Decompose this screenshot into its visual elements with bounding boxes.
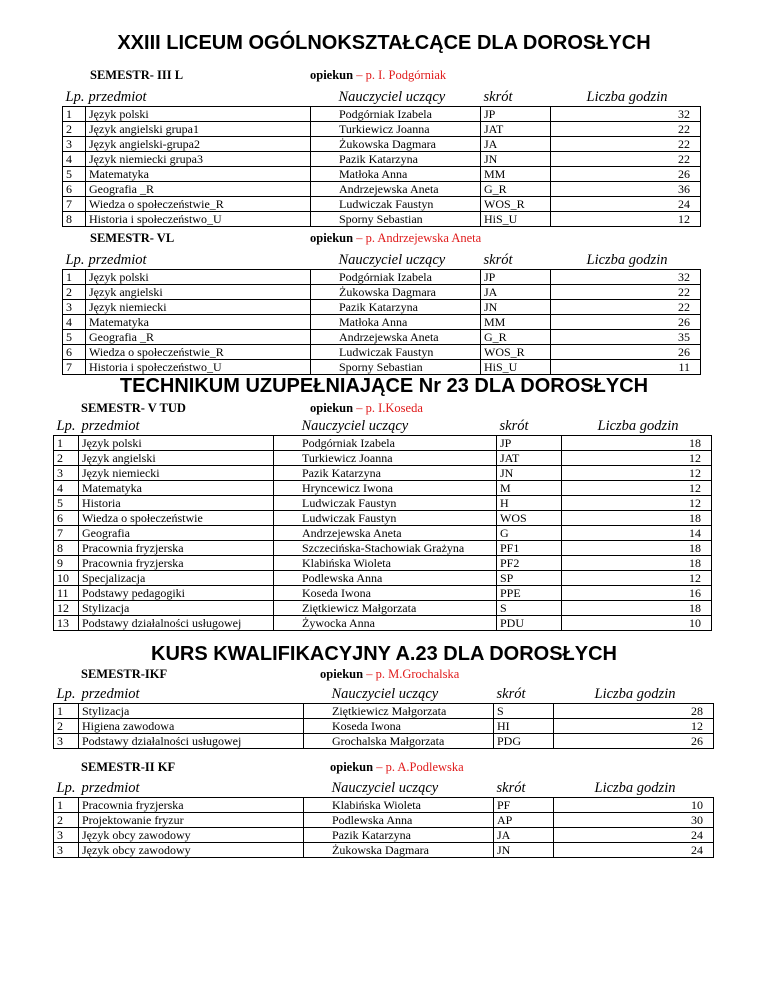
row-nauczyciel: Żukowska Dagmara (311, 137, 481, 152)
row-nauczyciel: Hryncewicz Iwona (274, 481, 497, 496)
row-lp: 1 (63, 107, 86, 122)
row-godziny: 18 (562, 541, 712, 556)
row-lp: 1 (54, 704, 79, 719)
row-lp: 7 (54, 526, 79, 541)
row-lp: 1 (63, 270, 86, 285)
table-row (63, 315, 701, 330)
col-skrot-header: skrót (496, 780, 526, 796)
schedule-table (53, 413, 712, 631)
row-nauczyciel: Pazik Katarzyna (311, 300, 481, 315)
row-godziny: 28 (554, 704, 714, 719)
table-row (63, 270, 701, 285)
opiekun-label: opiekun (310, 231, 357, 245)
row-godziny: 18 (562, 556, 712, 571)
row-lp: 2 (63, 285, 86, 300)
table-header-row (54, 681, 714, 704)
opiekun-label: opiekun (310, 68, 357, 82)
row-przedmiot: Wiedza o społeczeństwie_R (86, 197, 311, 212)
col-godziny-header: Liczba godzin (586, 89, 668, 105)
row-lp: 7 (63, 197, 86, 212)
table-header-row (54, 775, 714, 798)
table-row (54, 451, 712, 466)
row-lp: 2 (54, 719, 79, 734)
table-row (54, 466, 712, 481)
schedule-table (62, 247, 701, 375)
row-godziny: 35 (551, 330, 701, 345)
row-godziny: 26 (551, 167, 701, 182)
row-godziny: 36 (551, 182, 701, 197)
table-row (63, 197, 701, 212)
row-godziny: 18 (562, 436, 712, 451)
col-lp-header: Lp. (56, 418, 76, 434)
row-nauczyciel: Matłoka Anna (311, 315, 481, 330)
row-skrot: JN (494, 843, 554, 858)
row-przedmiot: Język polski (86, 270, 311, 285)
row-skrot: PDG (494, 734, 554, 749)
row-przedmiot: Podstawy działalności usługowej (79, 734, 304, 749)
row-lp: 6 (63, 345, 86, 360)
col-nauczyciel-header: Nauczyciel uczący (301, 418, 409, 434)
table-row (54, 526, 712, 541)
col-lp-header: Lp. (65, 252, 85, 268)
row-skrot: S (497, 601, 562, 616)
row-lp: 3 (54, 734, 79, 749)
row-nauczyciel: Sporny Sebastian (311, 360, 481, 375)
row-nauczyciel: Sporny Sebastian (311, 212, 481, 227)
row-godziny: 24 (551, 197, 701, 212)
row-skrot: PPE (497, 586, 562, 601)
opiekun-line (310, 231, 481, 246)
semester-label: SEMESTR- VL (90, 231, 175, 245)
table-header-row (63, 247, 701, 270)
row-lp: 3 (54, 828, 79, 843)
table-row (54, 556, 712, 571)
col-skrot-header: skrót (483, 252, 513, 268)
col-skrot-header: skrót (499, 418, 529, 434)
row-nauczyciel: Podlewska Anna (274, 571, 497, 586)
opiekun-name: – p. I. Podgórniak (356, 68, 447, 82)
row-nauczyciel: Klabińska Wioleta (304, 798, 494, 813)
row-przedmiot: Wiedza o społeczeństwie_R (86, 345, 311, 360)
row-godziny: 32 (551, 270, 701, 285)
row-skrot: JA (481, 285, 551, 300)
row-skrot: MM (481, 315, 551, 330)
row-przedmiot: Pracownia fryzjerska (79, 798, 304, 813)
row-nauczyciel: Podgórniak Izabela (311, 107, 481, 122)
row-godziny: 22 (551, 152, 701, 167)
col-skrot-header: skrót (483, 89, 513, 105)
row-skrot: JN (481, 300, 551, 315)
row-lp: 9 (54, 556, 79, 571)
col-nauczyciel-header: Nauczyciel uczący (331, 686, 439, 702)
opiekun-name: – p. M.Grochalska (366, 667, 460, 681)
table-row (54, 586, 712, 601)
row-lp: 5 (63, 330, 86, 345)
row-nauczyciel: Ludwiczak Faustyn (311, 345, 481, 360)
row-lp: 3 (54, 466, 79, 481)
heading-kurs: KURS KWALIFIKACYJNY A.23 DLA DOROSŁYCH (151, 643, 617, 665)
row-lp: 8 (63, 212, 86, 227)
row-skrot: JN (497, 466, 562, 481)
row-godziny: 12 (562, 496, 712, 511)
row-skrot: MM (481, 167, 551, 182)
row-lp: 6 (54, 511, 79, 526)
row-nauczyciel: Pazik Katarzyna (304, 828, 494, 843)
row-lp: 4 (63, 315, 86, 330)
table-row (63, 167, 701, 182)
row-godziny: 24 (554, 843, 714, 858)
row-godziny: 18 (562, 601, 712, 616)
table-row (63, 212, 701, 227)
row-skrot: JN (481, 152, 551, 167)
schedule-table (62, 84, 701, 227)
table-row (54, 798, 714, 813)
table-row (63, 300, 701, 315)
row-przedmiot: Język niemiecki (79, 466, 274, 481)
opiekun-label: opiekun (310, 401, 357, 415)
row-lp: 2 (63, 122, 86, 137)
row-skrot: WOS_R (481, 345, 551, 360)
row-przedmiot: Język obcy zawodowy (79, 828, 304, 843)
semester-label: SEMESTR- V TUD (81, 401, 186, 415)
col-godziny-header: Liczba godzin (586, 252, 668, 268)
col-lp-header: Lp. (56, 686, 76, 702)
table-row (54, 813, 714, 828)
row-godziny: 22 (551, 285, 701, 300)
col-nauczyciel-header: Nauczyciel uczący (338, 252, 446, 268)
opiekun-name: – p. Andrzejewska Aneta (356, 231, 482, 245)
row-skrot: PF (494, 798, 554, 813)
row-lp: 12 (54, 601, 79, 616)
row-skrot: JP (481, 107, 551, 122)
col-skrot-header: skrót (496, 686, 526, 702)
schedule-table (53, 681, 714, 749)
row-przedmiot: Podstawy pedagogiki (79, 586, 274, 601)
row-godziny: 12 (562, 481, 712, 496)
row-godziny: 26 (554, 734, 714, 749)
table-row (63, 182, 701, 197)
row-lp: 3 (63, 137, 86, 152)
row-nauczyciel: Żywocka Anna (274, 616, 497, 631)
row-przedmiot: Matematyka (86, 315, 311, 330)
row-przedmiot: Projektowanie fryzur (79, 813, 304, 828)
row-nauczyciel: Pazik Katarzyna (274, 466, 497, 481)
opiekun-name: – p. A.Podlewska (376, 760, 464, 774)
table-row (54, 843, 714, 858)
semester-label: SEMESTR-IKF (81, 667, 168, 681)
heading-liceum: XXIII LICEUM OGÓLNOKSZTAŁCĄCE DLA DOROSŁYCH (117, 32, 651, 54)
row-przedmiot: Specjalizacja (79, 571, 274, 586)
row-skrot: JA (481, 137, 551, 152)
row-przedmiot: Język angielski (79, 451, 274, 466)
heading-technikum: TECHNIKUM UZUPEŁNIAJĄCE Nr 23 DLA DOROSŁYCH (119, 375, 649, 397)
schedule-table (53, 775, 714, 858)
col-lp-header: Lp. (56, 780, 76, 796)
row-godziny: 26 (551, 315, 701, 330)
row-nauczyciel: Ziętkiewicz Małgorzata (274, 601, 497, 616)
row-przedmiot: Geografia _R (86, 330, 311, 345)
row-lp: 5 (54, 496, 79, 511)
semester-label: SEMESTR-II KF (81, 760, 176, 774)
row-przedmiot: Język niemiecki (86, 300, 311, 315)
row-skrot: HI (494, 719, 554, 734)
table-row (63, 122, 701, 137)
table-row (63, 152, 701, 167)
semester-label: SEMESTR- III L (90, 68, 184, 82)
table-row (54, 704, 714, 719)
table-row (63, 345, 701, 360)
row-nauczyciel: Ludwiczak Faustyn (311, 197, 481, 212)
row-godziny: 18 (562, 511, 712, 526)
row-nauczyciel: Andrzejewska Aneta (311, 330, 481, 345)
table-row (63, 360, 701, 375)
row-skrot: H (497, 496, 562, 511)
table-row (63, 137, 701, 152)
row-skrot: G (497, 526, 562, 541)
row-nauczyciel: Ziętkiewicz Małgorzata (304, 704, 494, 719)
col-przedmiot-header: przedmiot (81, 686, 140, 702)
row-przedmiot: Matematyka (86, 167, 311, 182)
row-lp: 13 (54, 616, 79, 631)
row-godziny: 26 (551, 345, 701, 360)
row-nauczyciel: Turkiewicz Joanna (274, 451, 497, 466)
row-skrot: S (494, 704, 554, 719)
row-przedmiot: Historia i społeczeństwo_U (86, 360, 311, 375)
row-przedmiot: Język angielski grupa1 (86, 122, 311, 137)
row-skrot: AP (494, 813, 554, 828)
row-skrot: PDU (497, 616, 562, 631)
table-row (54, 511, 712, 526)
row-przedmiot: Geografia _R (86, 182, 311, 197)
table-row (54, 571, 712, 586)
row-nauczyciel: Koseda Iwona (274, 586, 497, 601)
row-lp: 1 (54, 436, 79, 451)
row-lp: 10 (54, 571, 79, 586)
row-nauczyciel: Pazik Katarzyna (311, 152, 481, 167)
row-przedmiot: Podstawy działalności usługowej (79, 616, 274, 631)
table-row (63, 107, 701, 122)
row-skrot: HiS_U (481, 360, 551, 375)
row-godziny: 22 (551, 137, 701, 152)
table-row (54, 719, 714, 734)
row-skrot: G_R (481, 182, 551, 197)
col-lp-header: Lp. (65, 89, 85, 105)
row-skrot: G_R (481, 330, 551, 345)
row-nauczyciel: Koseda Iwona (304, 719, 494, 734)
row-nauczyciel: Podgórniak Izabela (274, 436, 497, 451)
row-przedmiot: Historia i społeczeństwo_U (86, 212, 311, 227)
table-row (54, 541, 712, 556)
col-przedmiot-header: przedmiot (81, 418, 140, 434)
row-godziny: 12 (551, 212, 701, 227)
row-nauczyciel: Podgórniak Izabela (311, 270, 481, 285)
row-przedmiot: Język polski (86, 107, 311, 122)
row-przedmiot: Język niemiecki grupa3 (86, 152, 311, 167)
row-nauczyciel: Klabińska Wioleta (274, 556, 497, 571)
row-przedmiot: Wiedza o społeczeństwie (79, 511, 274, 526)
row-skrot: HiS_U (481, 212, 551, 227)
row-godziny: 22 (551, 122, 701, 137)
row-godziny: 11 (551, 360, 701, 375)
row-nauczyciel: Żukowska Dagmara (311, 285, 481, 300)
opiekun-line (330, 760, 464, 775)
row-przedmiot: Geografia (79, 526, 274, 541)
opiekun-line (320, 667, 459, 682)
row-skrot: JA (494, 828, 554, 843)
row-przedmiot: Pracownia fryzjerska (79, 541, 274, 556)
row-skrot: JP (497, 436, 562, 451)
row-lp: 5 (63, 167, 86, 182)
col-przedmiot-header: przedmiot (88, 252, 147, 268)
table-row (54, 828, 714, 843)
row-skrot: JAT (497, 451, 562, 466)
row-przedmiot: Stylizacja (79, 704, 304, 719)
row-nauczyciel: Ludwiczak Faustyn (274, 496, 497, 511)
row-godziny: 12 (554, 719, 714, 734)
row-nauczyciel: Andrzejewska Aneta (274, 526, 497, 541)
opiekun-label: opiekun (320, 667, 367, 681)
row-skrot: PF1 (497, 541, 562, 556)
row-przedmiot: Historia (79, 496, 274, 511)
table-row (54, 734, 714, 749)
row-lp: 4 (54, 481, 79, 496)
row-lp: 11 (54, 586, 79, 601)
col-nauczyciel-header: Nauczyciel uczący (331, 780, 439, 796)
row-lp: 3 (54, 843, 79, 858)
row-godziny: 24 (554, 828, 714, 843)
row-lp: 1 (54, 798, 79, 813)
row-lp: 6 (63, 182, 86, 197)
table-header-row (54, 413, 712, 436)
row-nauczyciel: Ludwiczak Faustyn (274, 511, 497, 526)
row-nauczyciel: Matłoka Anna (311, 167, 481, 182)
row-godziny: 10 (562, 616, 712, 631)
row-przedmiot: Stylizacja (79, 601, 274, 616)
row-nauczyciel: Grochalska Małgorzata (304, 734, 494, 749)
row-przedmiot: Język obcy zawodowy (79, 843, 304, 858)
table-row (54, 601, 712, 616)
row-skrot: JP (481, 270, 551, 285)
row-lp: 4 (63, 152, 86, 167)
table-row (54, 436, 712, 451)
table-header-row (63, 84, 701, 107)
col-nauczyciel-header: Nauczyciel uczący (338, 89, 446, 105)
row-nauczyciel: Podlewska Anna (304, 813, 494, 828)
opiekun-line (310, 68, 446, 83)
row-lp: 2 (54, 813, 79, 828)
opiekun-label: opiekun (330, 760, 377, 774)
row-przedmiot: Matematyka (79, 481, 274, 496)
row-nauczyciel: Żukowska Dagmara (304, 843, 494, 858)
col-godziny-header: Liczba godzin (594, 780, 676, 796)
table-row (54, 496, 712, 511)
row-skrot: JAT (481, 122, 551, 137)
row-skrot: SP (497, 571, 562, 586)
row-lp: 2 (54, 451, 79, 466)
row-godziny: 12 (562, 451, 712, 466)
row-godziny: 12 (562, 571, 712, 586)
row-skrot: WOS_R (481, 197, 551, 212)
row-lp: 8 (54, 541, 79, 556)
opiekun-name: – p. I.Koseda (356, 401, 423, 415)
col-przedmiot-header: przedmiot (88, 89, 147, 105)
row-lp: 3 (63, 300, 86, 315)
row-nauczyciel: Szczecińska-Stachowiak Grażyna (274, 541, 497, 556)
row-godziny: 16 (562, 586, 712, 601)
table-row (54, 481, 712, 496)
row-lp: 7 (63, 360, 86, 375)
row-skrot: PF2 (497, 556, 562, 571)
table-row (54, 616, 712, 631)
row-przedmiot: Język angielski-grupa2 (86, 137, 311, 152)
row-godziny: 30 (554, 813, 714, 828)
row-godziny: 12 (562, 466, 712, 481)
row-nauczyciel: Andrzejewska Aneta (311, 182, 481, 197)
table-row (63, 285, 701, 300)
row-nauczyciel: Turkiewicz Joanna (311, 122, 481, 137)
row-godziny: 32 (551, 107, 701, 122)
row-skrot: M (497, 481, 562, 496)
table-row (63, 330, 701, 345)
row-przedmiot: Język angielski (86, 285, 311, 300)
row-godziny: 14 (562, 526, 712, 541)
row-skrot: WOS (497, 511, 562, 526)
col-przedmiot-header: przedmiot (81, 780, 140, 796)
col-godziny-header: Liczba godzin (594, 686, 676, 702)
row-godziny: 10 (554, 798, 714, 813)
row-godziny: 22 (551, 300, 701, 315)
row-przedmiot: Higiena zawodowa (79, 719, 304, 734)
row-przedmiot: Pracownia fryzjerska (79, 556, 274, 571)
col-godziny-header: Liczba godzin (597, 418, 679, 434)
row-przedmiot: Język polski (79, 436, 274, 451)
